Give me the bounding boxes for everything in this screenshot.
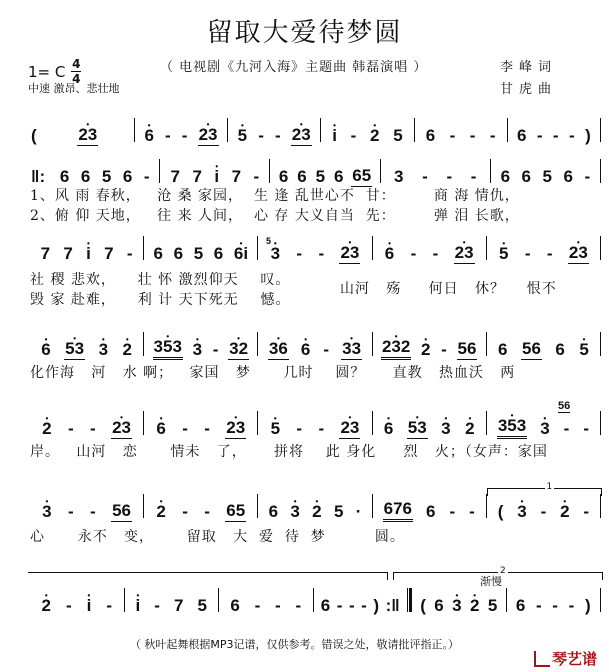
note-token: 6 <box>555 340 565 359</box>
note-token: 6 <box>498 340 508 359</box>
tempo-marking: 中速 激昂、悲壮地 <box>28 82 120 95</box>
note-token: • 23 <box>454 243 475 264</box>
note-token: 6 <box>297 167 307 186</box>
grace-note: 5 <box>266 236 272 246</box>
measure <box>144 405 257 439</box>
note-token: 56 <box>112 501 131 520</box>
note-token: - <box>552 596 558 615</box>
note-token: • 36 <box>268 339 289 360</box>
note-token: 3 <box>393 167 404 186</box>
time-sig-bottom: 4 <box>72 72 81 86</box>
note-token: 5 <box>487 596 498 615</box>
note-token: - <box>182 502 188 521</box>
note-token: - <box>350 126 357 145</box>
note-token: • 2 <box>122 340 133 360</box>
note-token: • 3 <box>539 419 550 439</box>
logo-icon <box>534 651 550 667</box>
note-token: • 33 <box>341 339 362 360</box>
score-line-4 <box>30 326 601 360</box>
note-token: - <box>441 340 447 359</box>
note-token: • 6 <box>383 419 394 439</box>
note-token: 7 <box>231 167 242 186</box>
note-token: 6 <box>320 596 331 615</box>
note-token: 6 <box>563 167 573 186</box>
measure <box>373 488 486 522</box>
note-token: • 2 <box>40 596 51 616</box>
lyric-line-3-shared: 山河 殇 何日 休？ 恨不 <box>340 281 557 297</box>
note-token: • 3 <box>41 502 52 522</box>
note-token: - <box>90 419 96 438</box>
note-token: - <box>432 244 439 263</box>
note-token: 5 <box>193 244 204 263</box>
note-token: - <box>90 502 96 521</box>
note-token: 6 <box>59 167 70 186</box>
note-token: 676 <box>383 499 413 522</box>
note-token: - <box>469 126 476 145</box>
note-token: • 23 <box>568 243 589 264</box>
note-token: • 6 <box>143 126 154 146</box>
note-token: 65 <box>352 166 372 185</box>
note-token: - <box>469 502 475 521</box>
volta-1-label: 1 <box>546 482 553 492</box>
note-token: - <box>568 596 575 615</box>
note-token: 7 <box>192 167 202 186</box>
key-label: 1= C <box>28 62 66 81</box>
logo-text: 琴艺谱 <box>551 650 597 668</box>
note-token: - <box>535 596 542 615</box>
note-token: • 6 <box>40 340 51 360</box>
note-token: • 2 <box>420 340 431 360</box>
measure <box>321 112 413 146</box>
note-token: - <box>296 244 303 263</box>
note-token: 6 <box>333 167 344 186</box>
note-token: - <box>126 244 133 263</box>
barline <box>600 236 601 260</box>
note-token: 5 <box>197 596 207 615</box>
lyric-line-2-verse-1: 1、风 雨 春秋， 沧 桑 家园， 生 逢 乱世心不 甘： 商 海 情仇， <box>30 188 520 204</box>
note-token: - <box>143 167 150 186</box>
note-token: • 6 <box>155 419 166 439</box>
note-token: • 5 <box>237 126 248 146</box>
rit-marking: 渐慢 <box>480 575 502 588</box>
note-token: 5 <box>393 126 403 145</box>
note-token: • 23 <box>291 125 312 146</box>
measure <box>373 230 486 264</box>
note-token: • 3 <box>516 502 527 522</box>
measure <box>507 582 601 616</box>
line-open-mark: ‖: <box>31 167 46 186</box>
measure <box>144 230 257 264</box>
note-token: - <box>546 244 553 263</box>
measure <box>508 112 600 146</box>
composer-credit: 甘虎曲 <box>500 82 558 97</box>
note-token: • 3 <box>192 340 203 360</box>
note-token: - <box>253 167 260 186</box>
note-token: - <box>258 126 264 145</box>
note-token: 7 <box>40 244 51 263</box>
measure <box>270 153 379 187</box>
measure <box>144 326 257 360</box>
volta-bracket-1-continued <box>28 572 388 580</box>
barline <box>600 159 601 183</box>
note-token: - <box>295 596 302 615</box>
note-token: • 23 <box>77 125 98 146</box>
measure <box>487 326 600 360</box>
lyric-line-6: 心 永不 变， 留取 大 爱 待 梦 圆。 <box>30 529 405 545</box>
note-token: • 3 <box>270 244 281 264</box>
measure <box>30 488 143 522</box>
note-token: 6 <box>521 167 532 186</box>
note-token: - <box>552 126 559 145</box>
note-token: 65 <box>226 501 246 520</box>
measure <box>415 112 507 146</box>
measure <box>135 112 227 146</box>
measure <box>30 582 124 616</box>
measure <box>30 326 143 360</box>
note-token: • 3 <box>451 596 462 616</box>
score-line-2 <box>30 153 601 187</box>
note-token: :‖ <box>385 596 400 615</box>
lyric-line-3-verse-1: 社 稷 悲欢， 壮 怀 激烈仰天 叹。 <box>30 272 291 288</box>
note-token: 6 <box>230 596 240 615</box>
note-token: ) <box>584 596 591 615</box>
lyricist-credit: 李峰词 <box>500 60 558 75</box>
note-token: - <box>154 596 160 615</box>
note-token: - <box>68 502 74 521</box>
note-token: ( <box>420 596 426 615</box>
note-token: 56 <box>457 339 477 358</box>
measure <box>258 326 371 360</box>
measure <box>373 405 486 439</box>
note-token: • 353 <box>497 416 527 439</box>
measure <box>42 112 134 146</box>
volta-2-label: 2 <box>500 566 506 576</box>
note-token: • 6 <box>384 244 395 264</box>
measure <box>487 230 600 264</box>
lyric-line-3-verse-2: 毁 家 赴难， 利 计 天下死无 憾。 <box>30 292 291 308</box>
note-token: • 23 <box>339 418 360 439</box>
note-token: • 23 <box>339 243 360 264</box>
note-token: • 23 <box>225 418 246 439</box>
note-token: 6 <box>516 126 527 145</box>
note-token: • 2 <box>464 419 475 439</box>
note-token: - <box>68 419 74 438</box>
measure <box>487 405 600 439</box>
note-token: 56 <box>521 339 541 358</box>
note-token: 6 <box>515 596 526 615</box>
note-token: • 23 <box>198 125 219 146</box>
note-token: • 3 <box>289 502 300 522</box>
note-token: - <box>446 167 453 186</box>
note-token: - <box>563 419 570 438</box>
note-token: - <box>181 126 188 145</box>
note-token: - <box>540 502 547 521</box>
note-token: • 32 <box>228 339 249 360</box>
note-token: • 5 <box>270 419 281 439</box>
transcription-note: （ 秋叶起舞根据MP3记谱，仅供参考。错误之处，敬请批评指正。） <box>129 638 460 651</box>
score-line-6 <box>30 488 601 522</box>
note-token: - <box>524 244 531 263</box>
note-token: • 2 <box>311 502 322 522</box>
note-token: - <box>254 596 261 615</box>
note-token: 7 <box>104 244 114 263</box>
note-token: 6 <box>80 167 91 186</box>
note-token: ) <box>373 596 380 615</box>
note-token: - <box>323 340 330 359</box>
note-token: - <box>204 419 210 438</box>
note-token: - <box>361 596 367 615</box>
measure <box>144 488 257 522</box>
measure <box>487 488 600 522</box>
measure <box>160 153 269 187</box>
measure <box>219 582 313 616</box>
note-token: • 353 <box>153 337 183 360</box>
note-token: - <box>422 167 428 186</box>
note-token: 5 <box>315 167 326 186</box>
note-token: 6 <box>500 167 511 186</box>
note-token: • 3 <box>440 419 451 439</box>
note-token: 6 <box>122 167 133 186</box>
note-token: - <box>536 126 543 145</box>
note-token: • 2 <box>41 419 52 439</box>
note-token: • i <box>86 596 93 616</box>
note-token: 6 <box>425 502 436 521</box>
note-token: • i <box>331 126 338 146</box>
note-token: • 2 <box>155 502 166 522</box>
note-token: - <box>275 596 281 615</box>
note-token: • 3 <box>98 340 109 360</box>
note-token: 7 <box>63 244 73 263</box>
score-line-3 <box>30 230 601 264</box>
note-token: - <box>296 419 303 438</box>
note-token: - <box>65 596 72 615</box>
lyric-line-4: 化作海 河 水 啊； 家国 梦 几时 圆？ 直教 热血沃 两 <box>30 365 516 381</box>
note-token: • i <box>213 167 220 187</box>
note-token: • 53 <box>64 339 85 360</box>
measure <box>50 153 159 187</box>
note-token: - <box>318 419 325 438</box>
time-sig-top: 4 <box>72 57 81 71</box>
measure <box>258 405 371 439</box>
note-token: 5 <box>542 167 552 186</box>
note-token: • 5 <box>578 340 589 360</box>
note-token: 6 <box>425 126 436 145</box>
measure <box>412 582 506 616</box>
note-token: 6 <box>173 244 184 263</box>
measure <box>258 488 371 522</box>
note-token: 7 <box>170 167 180 186</box>
note-token: - <box>584 167 591 186</box>
note-token: • i <box>135 596 142 616</box>
note-token: 6 <box>213 244 224 263</box>
note-token: - <box>470 167 477 186</box>
measure <box>125 582 219 616</box>
lyric-line-5: 岸。 山河 恋 情未 了， 拼将 此 身化 烈 火；（女声：家国 <box>30 444 548 460</box>
note-token: ( <box>497 502 504 521</box>
note-token: 5 <box>333 502 344 521</box>
note-token: - <box>212 340 219 359</box>
note-token: - <box>182 419 188 438</box>
note-token: 6 <box>434 596 444 615</box>
measure <box>373 326 486 360</box>
note-token: - <box>583 419 589 438</box>
note-token: 5 <box>101 167 112 186</box>
note-token: - <box>106 596 112 615</box>
barline <box>600 494 601 518</box>
note-token: - <box>336 596 343 615</box>
barline <box>600 411 601 435</box>
measure <box>381 153 490 187</box>
note-token: 6 <box>268 502 279 521</box>
note-token: - <box>583 502 590 521</box>
measure <box>30 405 143 439</box>
measure <box>228 112 320 146</box>
barline <box>600 118 601 142</box>
pickup-notes: 56 <box>558 400 571 412</box>
note-token: • 6i <box>233 244 249 264</box>
site-logo[interactable] <box>534 648 597 669</box>
note-token: • 23 <box>111 418 132 439</box>
note-token: - <box>318 244 325 263</box>
note-token: 6 <box>278 167 289 186</box>
measure <box>258 230 371 264</box>
note-token: - <box>449 126 456 145</box>
note-token: • 2 <box>369 126 380 146</box>
measure <box>491 153 600 187</box>
note-token: · <box>355 502 362 521</box>
note-token: • 5 <box>498 244 509 264</box>
score-line-7 <box>30 582 601 616</box>
lyric-line-2-verse-2: 2、俯 仰 天地， 往 来 人间， 心 存 大义自当 先： 弹 泪 长歌， <box>30 208 520 224</box>
note-token: - <box>489 126 496 145</box>
barline <box>600 588 601 612</box>
score-line-5 <box>30 405 601 439</box>
note-token: • 53 <box>407 418 428 439</box>
line-open-mark: ( <box>31 126 37 145</box>
note-token: - <box>204 502 210 521</box>
note-token: 7 <box>173 596 184 615</box>
note-token: • 2 <box>469 596 480 616</box>
note-token: - <box>275 126 281 145</box>
note-token: • 232 <box>381 337 411 360</box>
note-token: - <box>165 126 171 145</box>
note-token: • 2 <box>559 502 570 522</box>
measure <box>314 582 408 616</box>
note-token: • 6 <box>300 340 311 360</box>
barline <box>600 332 601 356</box>
score-line-1 <box>30 112 601 146</box>
measure <box>30 230 143 264</box>
note-token: - <box>348 596 355 615</box>
note-token: 6 <box>153 244 163 263</box>
note-token: - <box>569 126 575 145</box>
song-title: 留取大爱待梦圆 <box>206 18 403 48</box>
note-token: • i <box>85 244 92 264</box>
note-token: - <box>449 502 456 521</box>
note-token: - <box>410 244 417 263</box>
subtitle: （ 电视剧《九河入海》主题曲 韩磊演唱 ） <box>160 60 428 75</box>
note-token: ) <box>585 126 591 145</box>
